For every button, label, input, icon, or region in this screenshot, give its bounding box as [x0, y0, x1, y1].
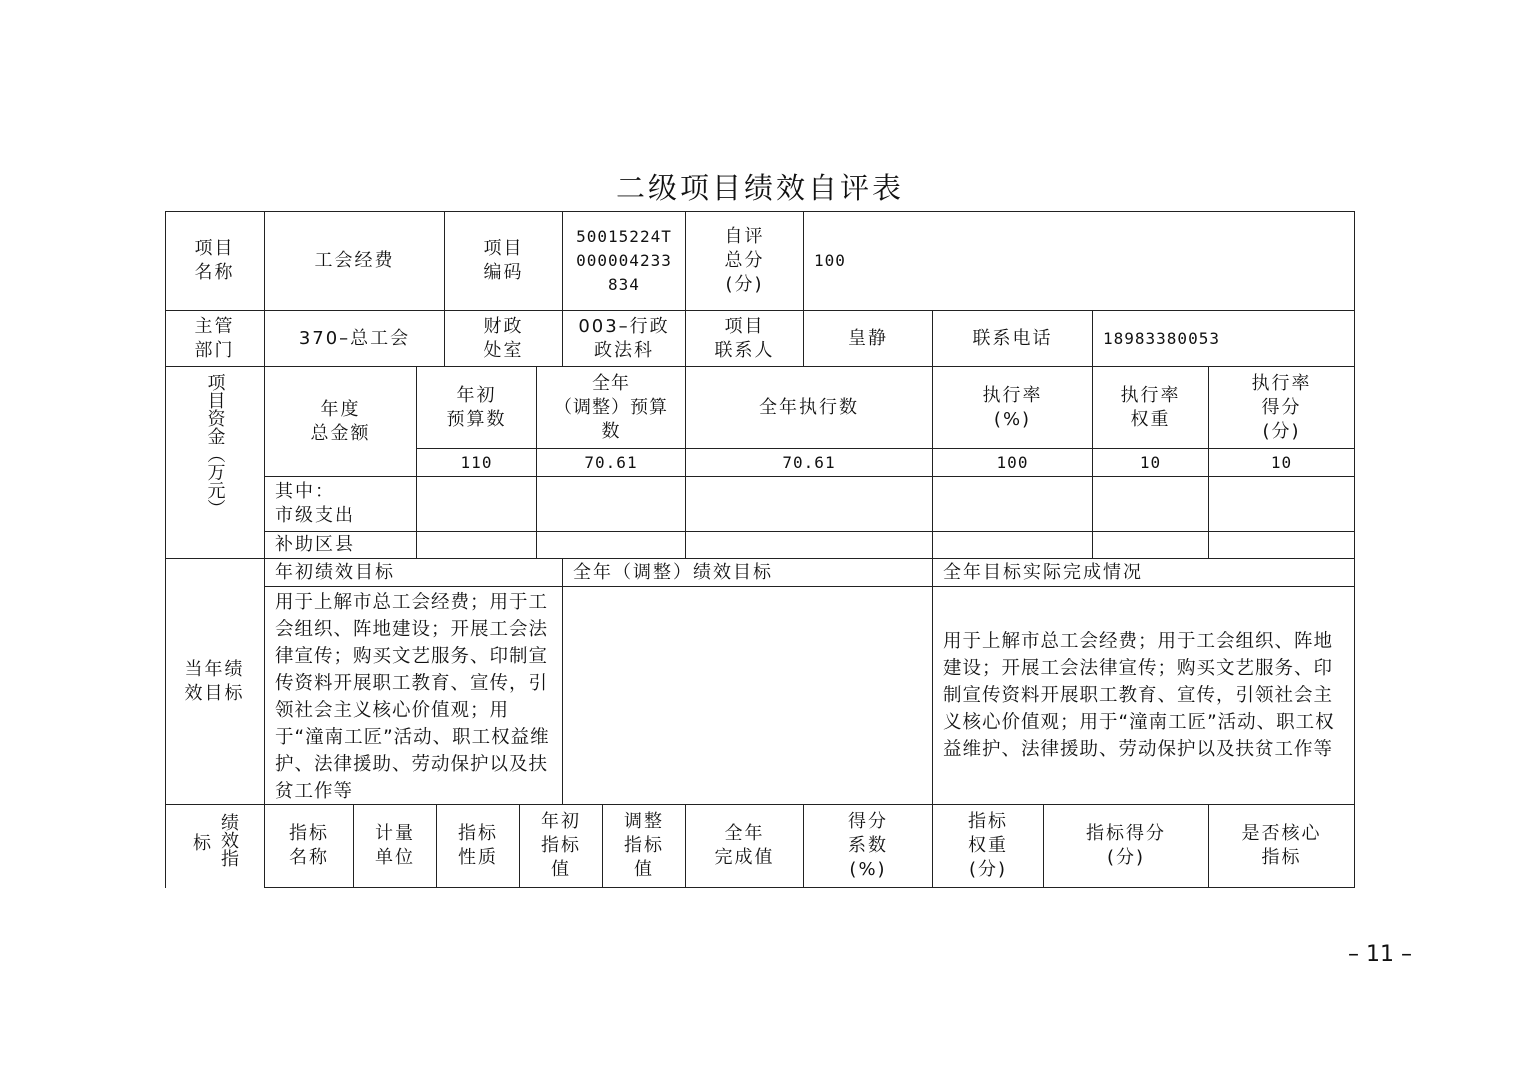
- exec-rate-value: 100: [933, 449, 1093, 477]
- city-exec-score: [1209, 477, 1355, 532]
- funds-section-text: 项目资金（万元）: [204, 373, 226, 517]
- indicator-nature-header: 指标 性质: [437, 805, 520, 888]
- indicator-unit-header: 计量 单位: [354, 805, 437, 888]
- exec-score-header: 执行率 得分 (分): [1209, 367, 1355, 449]
- evaluation-table: [165, 211, 1355, 888]
- initial-budget-header: 年初 预算数: [417, 367, 537, 449]
- indicators-section-label: [165, 805, 265, 888]
- self-score-label: 自评 总分 (分): [686, 211, 804, 311]
- exec-weight-header: 执行率 权重: [1093, 367, 1209, 449]
- district-exec-score: [1209, 532, 1355, 559]
- actual-completion-text: 用于上解市总工会经费；用于工会组织、阵地建设；开展工会法律宣传；购买文艺服务、印制宣传资料开展职工教育、宣传，引领社会主义核心价值观；用于“潼南工匠”活动、职工权益维护、法律援助、劳动保护以及扶贫工作等: [933, 587, 1355, 805]
- department-value: 370–总工会: [265, 311, 445, 367]
- district-exec-rate: [933, 532, 1093, 559]
- phone-value: 18983380053: [1093, 311, 1355, 367]
- exec-weight-value: 10: [1093, 449, 1209, 477]
- city-exec-weight: [1093, 477, 1209, 532]
- annual-total-header: 年度 总金额: [265, 367, 417, 477]
- exec-rate-header: 执行率 (%): [933, 367, 1093, 449]
- page-number: – 11 –: [1348, 942, 1412, 967]
- indicator-score-header: 指标得分 (分): [1044, 805, 1209, 888]
- indicator-completed-header: 全年 完成值: [686, 805, 804, 888]
- project-code-value: 50015224T 000004233 834: [563, 211, 686, 311]
- project-code-label: 项目 编码: [445, 211, 563, 311]
- initial-goal-header: 年初绩效目标: [265, 559, 563, 587]
- city-exec-rate: [933, 477, 1093, 532]
- city-initial-budget: [417, 477, 537, 532]
- finance-office-value: 003–行政 政法科: [563, 311, 686, 367]
- contact-person-value: 皇静: [804, 311, 933, 367]
- adjusted-goal-text: [563, 587, 933, 805]
- funds-section-label: [165, 367, 265, 559]
- indicator-adjusted-header: 调整 指标 值: [603, 805, 686, 888]
- initial-goal-text: 用于上解市总工会经费；用于工会组织、阵地建设；开展工会法律宣传；购买文艺服务、印制宣传资料开展职工教育、宣传，引领社会主义核心价值观；用于“潼南工匠”活动、职工权益维护、法律援助、劳动保护以及扶贫工作等: [265, 587, 563, 805]
- adjusted-budget-value: 70.61: [537, 449, 686, 477]
- indicators-label-col2: 绩效指: [218, 813, 239, 867]
- indicator-core-header: 是否核心 指标: [1209, 805, 1355, 888]
- executed-header: 全年执行数: [686, 367, 933, 449]
- goals-section-label: 当年绩 效目标: [165, 559, 265, 805]
- department-label: 主管 部门: [165, 311, 265, 367]
- self-score-value: 100: [804, 211, 1355, 311]
- page-title: 二级项目绩效自评表: [615, 171, 904, 205]
- adjusted-goal-header: 全年（调整）绩效目标: [563, 559, 933, 587]
- district-executed: [686, 532, 933, 559]
- finance-office-label: 财政 处室: [445, 311, 563, 367]
- phone-label: 联系电话: [933, 311, 1093, 367]
- project-name-value: 工会经费: [265, 211, 445, 311]
- district-adjusted-budget: [537, 532, 686, 559]
- district-initial-budget: [417, 532, 537, 559]
- indicator-weight-header: 指标 权重 (分): [933, 805, 1044, 888]
- indicator-initial-header: 年初 指标 值: [520, 805, 603, 888]
- indicators-label-col1: 标: [190, 833, 211, 851]
- indicator-name-header: 指标 名称: [265, 805, 354, 888]
- adjusted-budget-header: 全年 （调整）预算 数: [537, 367, 686, 449]
- contact-person-label: 项目 联系人: [686, 311, 804, 367]
- executed-value: 70.61: [686, 449, 933, 477]
- project-name-label: 项目 名称: [165, 211, 265, 311]
- exec-score-value: 10: [1209, 449, 1355, 477]
- city-executed: [686, 477, 933, 532]
- district-exec-weight: [1093, 532, 1209, 559]
- city-adjusted-budget: [537, 477, 686, 532]
- initial-budget-value: 110: [417, 449, 537, 477]
- actual-completion-header: 全年目标实际完成情况: [933, 559, 1355, 587]
- district-subsidy-label: 补助区县: [265, 532, 417, 559]
- indicator-coefficient-header: 得分 系数 (%): [804, 805, 933, 888]
- city-spending-label: 其中： 市级支出: [265, 477, 417, 532]
